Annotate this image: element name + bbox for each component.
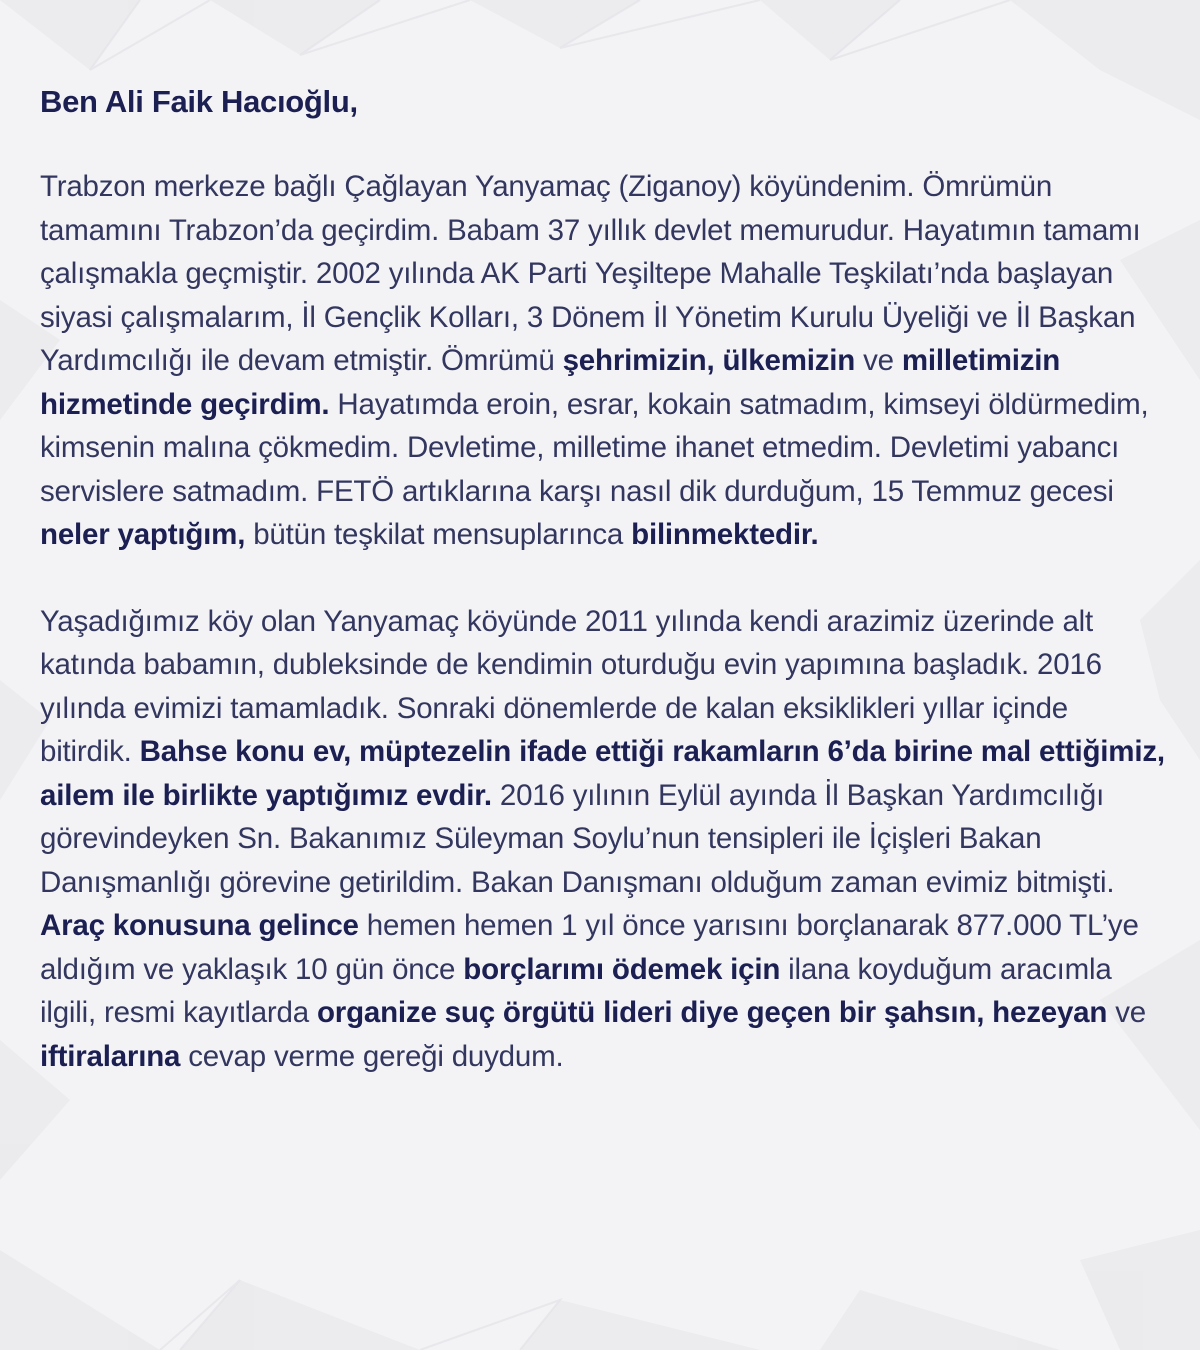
body-text: ve bbox=[855, 344, 902, 377]
statement-paragraph bbox=[40, 165, 1165, 557]
emphasized-text: şehrimizin, ülkemizin bbox=[562, 344, 856, 377]
body-text: Trabzon merkeze bağlı Çağlayan Yanyamaç (Ziganoy) köyündenim. Ömrümün tamamını Trabzon’da geçirdim. Babam 37 yıllık devlet memurudur. Hayatımın tamamı çalışmakla geçmiştir. 2002 yılında AK Parti Yeşiltepe Mahalle Teşkilatı’nda başlayan siyasi çalışmalarım, İl Gençlik Kolları, 3 Dönem İl Yönetim Kurulu Üyeliği ve İl Başkan Yardımcılığı ile devam etmiştir. Ömrümü bbox=[40, 170, 1141, 377]
body-text: cevap verme gereği duydum. bbox=[180, 1039, 564, 1073]
emphasized-text: borçlarımı ödemek için bbox=[463, 952, 781, 986]
emphasized-text: neler yaptığım, bbox=[40, 518, 246, 551]
body-text: ve bbox=[1107, 996, 1146, 1029]
body-text: Yaşadığımız köy olan Yanyamaç köyünde 2011 yılında kendi arazimiz üzerinde alt katında babamın, dubleksinde de kendimin oturduğu evin yapımına başladık. 2016 yılında evimizi tamamladık. Sonraki dönemlerde de kalan eksiklikleri yıllar içinde bitirdik. bbox=[40, 604, 1102, 768]
emphasized-text: Bahse konu ev, müptezelin ifade ettiği rakamların 6’da birine mal ettiğimiz, ailem ile birlikte yaptığımız evdir. bbox=[40, 735, 1165, 812]
statement-heading: Ben Ali Faik Hacıoğlu, bbox=[40, 84, 358, 119]
body-text: Hayatımda eroin, esrar, kokain satmadım, kimseyi öldürmedim, kimsenin malına çökmedim. Devletime, milletime ihanet etmedim. Devletimi yabancı servislere satmadım. FETÖ artıklarına karşı nasıl dik durduğum, 15 Temmuz gecesi bbox=[40, 387, 1149, 508]
body-text: bütün teşkilat mensuplarınca bbox=[245, 518, 632, 551]
emphasized-text: milletimizin hizmetinde geçirdim. bbox=[40, 344, 1061, 421]
statement-paragraph bbox=[40, 600, 1165, 1079]
body-text: 2016 yılının Eylül ayında İl Başkan Yardımcılığı görevindeyken Sn. Bakanımız Süleyman Soylu’nun tensipleri ile İçişleri Bakan Danışmanlığı görevine getirildim. Bakan Danışmanı olduğum zaman evimiz bitmişti. bbox=[40, 778, 1115, 899]
emphasized-text: bilinmektedir. bbox=[631, 518, 819, 551]
statement-document bbox=[40, 80, 1165, 1078]
body-text: hemen hemen 1 yıl önce yarısını borçlanarak 877.000 TL’ye aldığım ve yaklaşık 10 gün önce bbox=[40, 909, 1139, 986]
statement-body bbox=[40, 165, 1165, 1078]
body-text: ilana koyduğum aracımla ilgili, resmi kayıtlarda bbox=[40, 952, 1112, 1029]
emphasized-text: iftiralarına bbox=[40, 1039, 181, 1073]
emphasized-text: organize suç örgütü lideri diye geçen bir şahsın, hezeyan bbox=[316, 996, 1108, 1029]
emphasized-text: Araç konusuna gelince bbox=[40, 909, 359, 942]
